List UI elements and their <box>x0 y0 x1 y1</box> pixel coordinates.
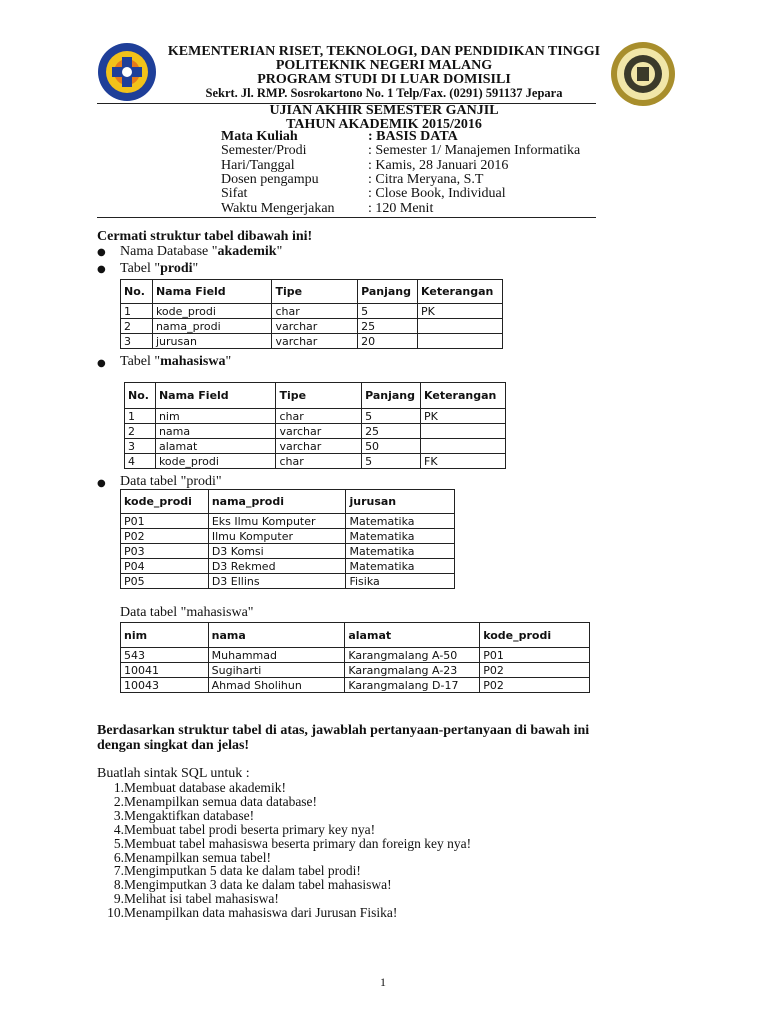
bullet-icon: ● <box>97 247 106 258</box>
table-header-row <box>121 280 503 304</box>
table-cell: D3 Rekmed <box>208 559 346 574</box>
column-header: nama <box>208 623 345 648</box>
question-number: 10. <box>107 905 124 921</box>
table-cell: FK <box>421 454 506 469</box>
table-cell: 2 <box>121 319 153 334</box>
column-header: No. <box>121 280 153 304</box>
table-row <box>121 648 590 663</box>
exam-info-label: Mata Kuliah <box>221 129 298 144</box>
column-header: No. <box>125 383 156 409</box>
mahasiswa-structure-table <box>124 382 506 469</box>
question-text: Menampilkan semua tabel! <box>124 849 271 865</box>
table-cell: varchar <box>276 424 362 439</box>
exam-info-value: : 120 Menit <box>368 200 434 216</box>
mhs-suffix: " <box>225 354 232 369</box>
db-name: akademik <box>217 244 277 259</box>
exam-info-value: : Close Book, Individual <box>368 186 506 202</box>
table-header-row <box>125 383 506 409</box>
question-text: Mengaktifkan database! <box>124 807 255 823</box>
table-cell <box>418 319 503 334</box>
sql-intro: Buatlah sintak SQL untuk : <box>97 766 250 781</box>
table-cell: 50 <box>362 439 421 454</box>
table-cell: Sugiharti <box>208 663 345 678</box>
instruction-line-2: dengan singkat dan jelas! <box>97 738 250 753</box>
table-cell: 5 <box>358 304 418 319</box>
table-cell: 25 <box>362 424 421 439</box>
table-cell: 4 <box>125 454 156 469</box>
table-cell: Ahmad Sholihun <box>208 678 345 693</box>
exam-info-value: : Citra Meryana, S.T <box>368 171 484 187</box>
question-number: 6. <box>113 849 124 865</box>
table-cell: P02 <box>480 678 590 693</box>
table-cell: P01 <box>480 648 590 663</box>
table-cell: nim <box>155 409 276 424</box>
table-cell: Matematika <box>346 514 455 529</box>
question-number: 1. <box>113 780 124 795</box>
mahasiswa-data-table <box>120 622 590 693</box>
table-row <box>121 334 503 349</box>
table-header-row <box>121 623 590 648</box>
table-cell: P01 <box>121 514 209 529</box>
table-cell: nama_prodi <box>152 319 272 334</box>
table-cell: Karangmalang A-23 <box>345 663 480 678</box>
mhs-prefix: Tabel " <box>120 354 161 369</box>
column-header: Keterangan <box>421 383 506 409</box>
table-row <box>121 663 590 678</box>
table-cell: 5 <box>362 454 421 469</box>
table-cell: P05 <box>121 574 209 589</box>
table-cell: 1 <box>121 304 153 319</box>
table-cell: D3 Komsi <box>208 544 346 559</box>
table-cell: PK <box>421 409 506 424</box>
table-cell: P02 <box>480 663 590 678</box>
table-cell: 3 <box>125 439 156 454</box>
academic-year: TAHUN AKADEMIK 2015/2016 <box>286 117 482 132</box>
instruction-line-1: Berdasarkan struktur tabel di atas, jawablah pertanyaan-pertanyaan di bawah ini <box>97 723 590 738</box>
exam-info-label: Waktu Mengerjakan <box>221 200 335 216</box>
column-header: nim <box>121 623 209 648</box>
exam-info-label: Dosen pengampu <box>221 171 319 187</box>
question-number: 9. <box>113 891 124 907</box>
table-cell: Ilmu Komputer <box>208 529 346 544</box>
question-number: 5. <box>113 835 124 851</box>
table-row <box>121 678 590 693</box>
table-cell: 2 <box>125 424 156 439</box>
column-header: alamat <box>345 623 480 648</box>
table-cell: P02 <box>121 529 209 544</box>
column-header: kode_prodi <box>480 623 590 648</box>
mhs-name: mahasiswa <box>160 354 226 369</box>
prodi-structure-table <box>120 279 503 349</box>
table-cell: char <box>272 304 358 319</box>
table-cell: varchar <box>276 439 362 454</box>
table-cell: jurusan <box>152 334 272 349</box>
table-cell: Muhammad <box>208 648 345 663</box>
table-row <box>125 439 506 454</box>
data-mahasiswa-label: Data tabel "mahasiswa" <box>120 605 254 620</box>
table-cell: 543 <box>121 648 209 663</box>
table-row <box>121 319 503 334</box>
table-cell: P04 <box>121 559 209 574</box>
question-text: Menampilkan data mahasiswa dari Jurusan Fisika! <box>124 905 398 921</box>
table-cell: Matematika <box>346 529 455 544</box>
question-number: 4. <box>113 821 124 837</box>
column-header: Panjang <box>362 383 421 409</box>
table-mahasiswa-line <box>120 354 231 370</box>
column-header: Keterangan <box>418 280 503 304</box>
exam-info-label: Hari/Tanggal <box>221 157 295 173</box>
table-cell: 20 <box>358 334 418 349</box>
table-cell: 25 <box>358 319 418 334</box>
exam-info-value: : Semester 1/ Manajemen Informatika <box>368 143 581 159</box>
exam-info-label: Sifat <box>221 186 248 202</box>
question-text: Menampilkan semua data database! <box>124 793 318 809</box>
table-header-row <box>121 490 455 514</box>
table-prodi-line <box>120 261 198 277</box>
table-cell: 5 <box>362 409 421 424</box>
bullet-icon: ● <box>97 264 106 275</box>
table-cell: Eks Ilmu Komputer <box>208 514 346 529</box>
table-cell: 1 <box>125 409 156 424</box>
table-cell: 3 <box>121 334 153 349</box>
prodi-prefix: Tabel " <box>120 261 161 276</box>
question-text: Membuat database akademik! <box>124 780 286 795</box>
table-cell: varchar <box>272 319 358 334</box>
question-item <box>100 905 398 921</box>
table-cell: kode_prodi <box>152 304 272 319</box>
table-row <box>121 529 455 544</box>
question-text: Membuat tabel prodi beserta primary key nya! <box>124 821 376 837</box>
question-text: Membuat tabel mahasiswa beserta primary dan foreign key nya! <box>124 835 472 851</box>
column-header: nama_prodi <box>208 490 346 514</box>
table-cell: Karangmalang D-17 <box>345 678 480 693</box>
column-header: Nama Field <box>155 383 276 409</box>
bullet-icon: ● <box>97 358 106 369</box>
table-cell: alamat <box>155 439 276 454</box>
exam-info-value: : BASIS DATA <box>368 129 458 144</box>
column-header: Tipe <box>276 383 362 409</box>
database-name-line <box>120 244 282 260</box>
table-cell: varchar <box>272 334 358 349</box>
table-row <box>125 454 506 469</box>
table-cell: Matematika <box>346 559 455 574</box>
table-cell: Fisika <box>346 574 455 589</box>
table-cell: PK <box>418 304 503 319</box>
table-cell: 10041 <box>121 663 209 678</box>
table-row <box>121 574 455 589</box>
table-cell: char <box>276 454 362 469</box>
column-header: Nama Field <box>152 280 272 304</box>
bullet-icon: ● <box>97 478 106 489</box>
exam-info-value: : Kamis, 28 Januari 2016 <box>368 157 509 173</box>
question-number: 3. <box>113 807 124 823</box>
table-cell <box>421 424 506 439</box>
table-row <box>125 409 506 424</box>
table-cell: Matematika <box>346 544 455 559</box>
prodi-suffix: " <box>192 261 199 276</box>
column-header: Panjang <box>358 280 418 304</box>
prodi-data-table <box>120 489 455 589</box>
prodi-name: prodi <box>160 261 193 276</box>
table-cell: kode_prodi <box>155 454 276 469</box>
table-row <box>121 559 455 574</box>
table-row <box>121 544 455 559</box>
question-number: 7. <box>113 863 124 879</box>
column-header: kode_prodi <box>121 490 209 514</box>
section-heading: Cermati struktur tabel dibawah ini! <box>97 229 313 244</box>
table-cell: Karangmalang A-50 <box>345 648 480 663</box>
db-prefix: Nama Database " <box>120 244 218 259</box>
exam-info-label: Semester/Prodi <box>221 143 307 159</box>
db-suffix: " <box>276 244 283 259</box>
page-number: 1 <box>380 975 386 989</box>
question-number: 8. <box>113 877 124 893</box>
header-divider-bottom <box>97 217 596 218</box>
question-text: Melihat isi tabel mahasiswa! <box>124 891 279 907</box>
table-row <box>125 424 506 439</box>
data-prodi-label: Data tabel "prodi" <box>120 474 222 489</box>
exam-title: UJIAN AKHIR SEMESTER GANJIL <box>269 103 499 118</box>
table-cell: char <box>276 409 362 424</box>
ministry-name: KEMENTERIAN RISET, TEKNOLOGI, DAN PENDIDIKAN TINGGI <box>167 44 601 59</box>
table-row <box>121 514 455 529</box>
address: Sekrt. Jl. RMP. Sosrokartono No. 1 Telp/Fax. (0291) 591137 Jepara <box>205 86 563 100</box>
table-cell: 10043 <box>121 678 209 693</box>
question-text: Mengimputkan 5 data ke dalam tabel prodi! <box>124 863 361 879</box>
program-name: PROGRAM STUDI DI LUAR DOMISILI <box>257 72 511 87</box>
column-header: jurusan <box>346 490 455 514</box>
table-cell: P03 <box>121 544 209 559</box>
question-text: Mengimputkan 3 data ke dalam tabel mahasiswa! <box>124 877 392 893</box>
institution-name: POLITEKNIK NEGERI MALANG <box>275 58 493 73</box>
table-row <box>121 304 503 319</box>
table-cell <box>418 334 503 349</box>
column-header: Tipe <box>272 280 358 304</box>
table-cell: D3 Ellins <box>208 574 346 589</box>
table-cell <box>421 439 506 454</box>
question-number: 2. <box>113 793 124 809</box>
table-cell: nama <box>155 424 276 439</box>
